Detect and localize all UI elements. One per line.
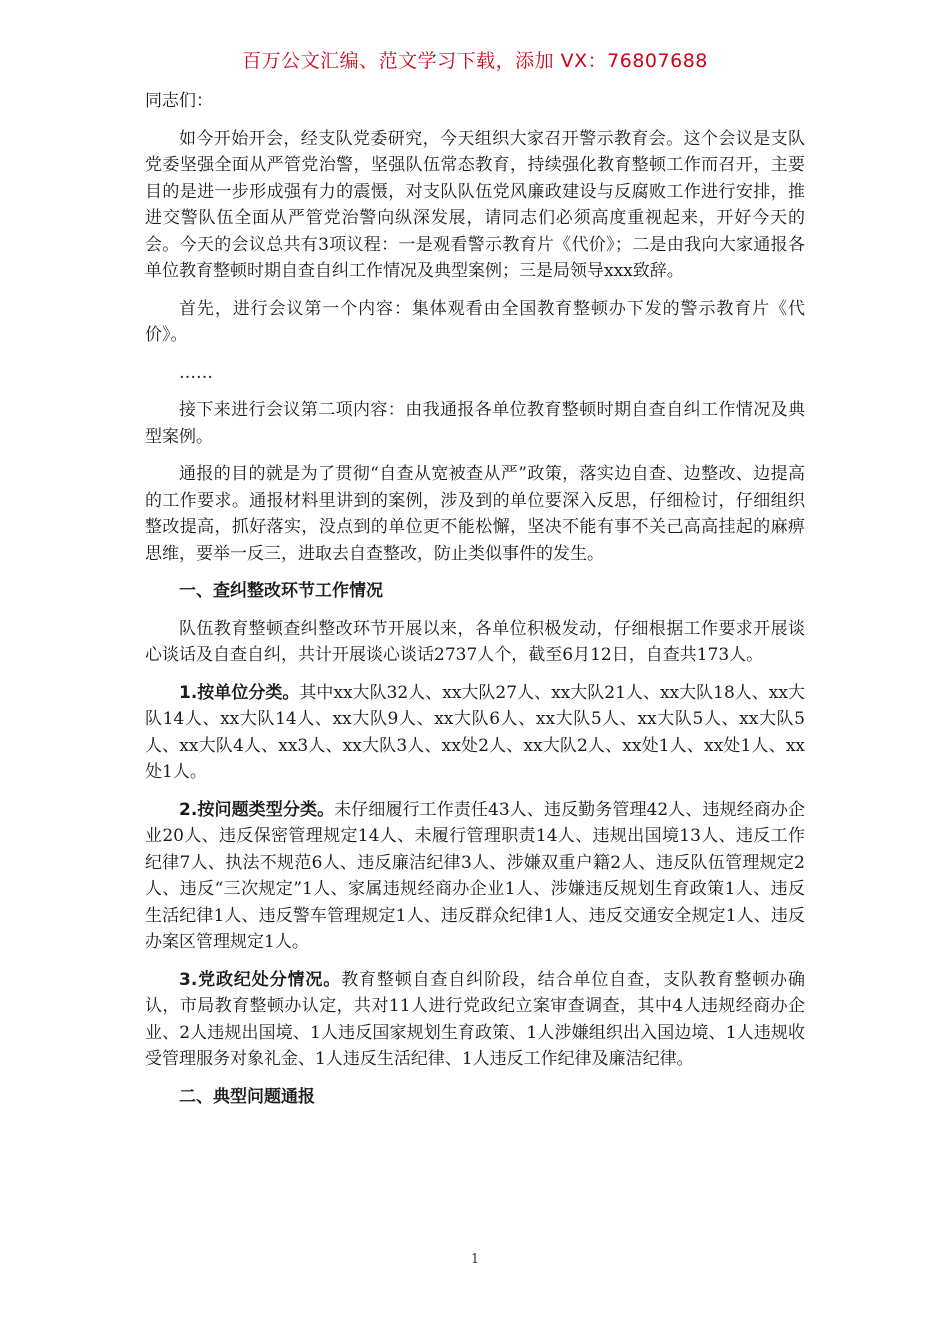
watermark-header: 百万公文汇编、范文学习下载，添加 VX：76807688 bbox=[242, 50, 708, 72]
paragraph-purpose: 通报的目的就是为了贯彻“自查从宽被查从严”政策，落实边自查、边整改、边提高的工作要求。通报材料里讲到的案例，涉及到的单位要深入反思，仔细检讨，仔细组织整改提高，抓好落实，没点到的单位更不能松懈，坚决不能有事不关己高高挂起的麻痹思维，要举一反三，进取去自查整改，防止类似事件的发生。 bbox=[145, 464, 805, 564]
paragraph-opening: 如今开始开会，经支队党委研究，今天组织大家召开警示教育会。这个会议是支队党委坚强全面从严管党治警，坚强队伍常态教育，持续强化教育整顿工作而召开，主要目的是进一步形成强有力的震慑，对支队队伍党风廉政建设与反腐败工作进行安排，推进交警队伍全面从严管党治警向纵深发展，请同志们必须高度重视起来，开好今天的会。今天的会议总共有3项议程：一是观看警示教育片《代价》；二是由我向大家通报各单位教育整顿时期自查自纠工作情况及典型案例；三是局领导xxx致辞。 bbox=[145, 128, 805, 281]
paragraph-second-item: 接下来进行会议第二项内容：由我通报各单位教育整顿时期自查自纠工作情况及典型案例。 bbox=[145, 400, 805, 447]
page-number: 1 bbox=[470, 1252, 480, 1267]
salutation: 同志们： bbox=[145, 91, 213, 111]
item-discipline bbox=[145, 967, 805, 1073]
item-by-problem-type bbox=[145, 797, 805, 956]
item-discipline-lead: 3.党政纪处分情况。 bbox=[179, 969, 342, 990]
document-body bbox=[145, 88, 805, 1121]
item-discipline-body: 教育整顿自查自纠阶段，结合单位自查，支队教育整顿办确认，市局教育整顿办认定，共对11人进行党政纪立案审查调查，其中4人违规经商办企业、2人违规出国境、1人违反国家规划生育政策、1人涉嫌组织出入国边境、1人违规收受管理服务对象礼金、1人违反生活纪律、1人违反工作纪律及廉洁纪律。 bbox=[145, 969, 805, 1069]
item-by-problem-type-lead: 2.按问题类型分类。 bbox=[179, 799, 335, 820]
item-by-unit-lead: 1.按单位分类。 bbox=[179, 682, 300, 703]
paragraph-first-item: 首先，进行会议第一个内容：集体观看由全国教育整顿办下发的警示教育片《代价》。 bbox=[145, 298, 805, 345]
item-by-unit bbox=[145, 680, 805, 786]
paragraph-ellipsis: …… bbox=[179, 362, 213, 383]
item-by-unit-body: 其中xx大队32人、xx大队27人、xx大队21人、xx大队18人、xx大队14人、xx大队14人、xx大队9人、xx大队6人、xx大队5人、xx大队5人、xx大队5人、xx大队4人、xx3人、xx大队3人、xx处2人、xx大队2人、xx处1人、xx处1人、xx处1人。 bbox=[145, 682, 805, 782]
section-heading-2: 二、典型问题通报 bbox=[179, 1086, 315, 1107]
paragraph-overview: 队伍教育整顿查纠整改环节开展以来，各单位积极发动，仔细根据工作要求开展谈心谈话及自查自纠，共计开展谈心谈话2737人个，截至6月12日，自查共173人。 bbox=[145, 618, 805, 665]
item-by-problem-type-body: 未仔细履行工作责任43人、违反勤务管理42人、违规经商办企业20人、违反保密管理规定14人、未履行管理职责14人、违规出国境13人、违反工作纪律7人、执法不规范6人、违反廉洁纪律3人、涉嫌双重户籍2人、违反队伍管理规定2人、违反“三次规定”1人、家属违规经商办企业1人、涉嫌违反规划生育政策1人、违反生活纪律1人、违反警车管理规定1人、违反群众纪律1人、违反交通安全规定1人、违反办案区管理规定1人。 bbox=[145, 799, 805, 952]
section-heading-1: 一、查纠整改环节工作情况 bbox=[179, 581, 383, 601]
